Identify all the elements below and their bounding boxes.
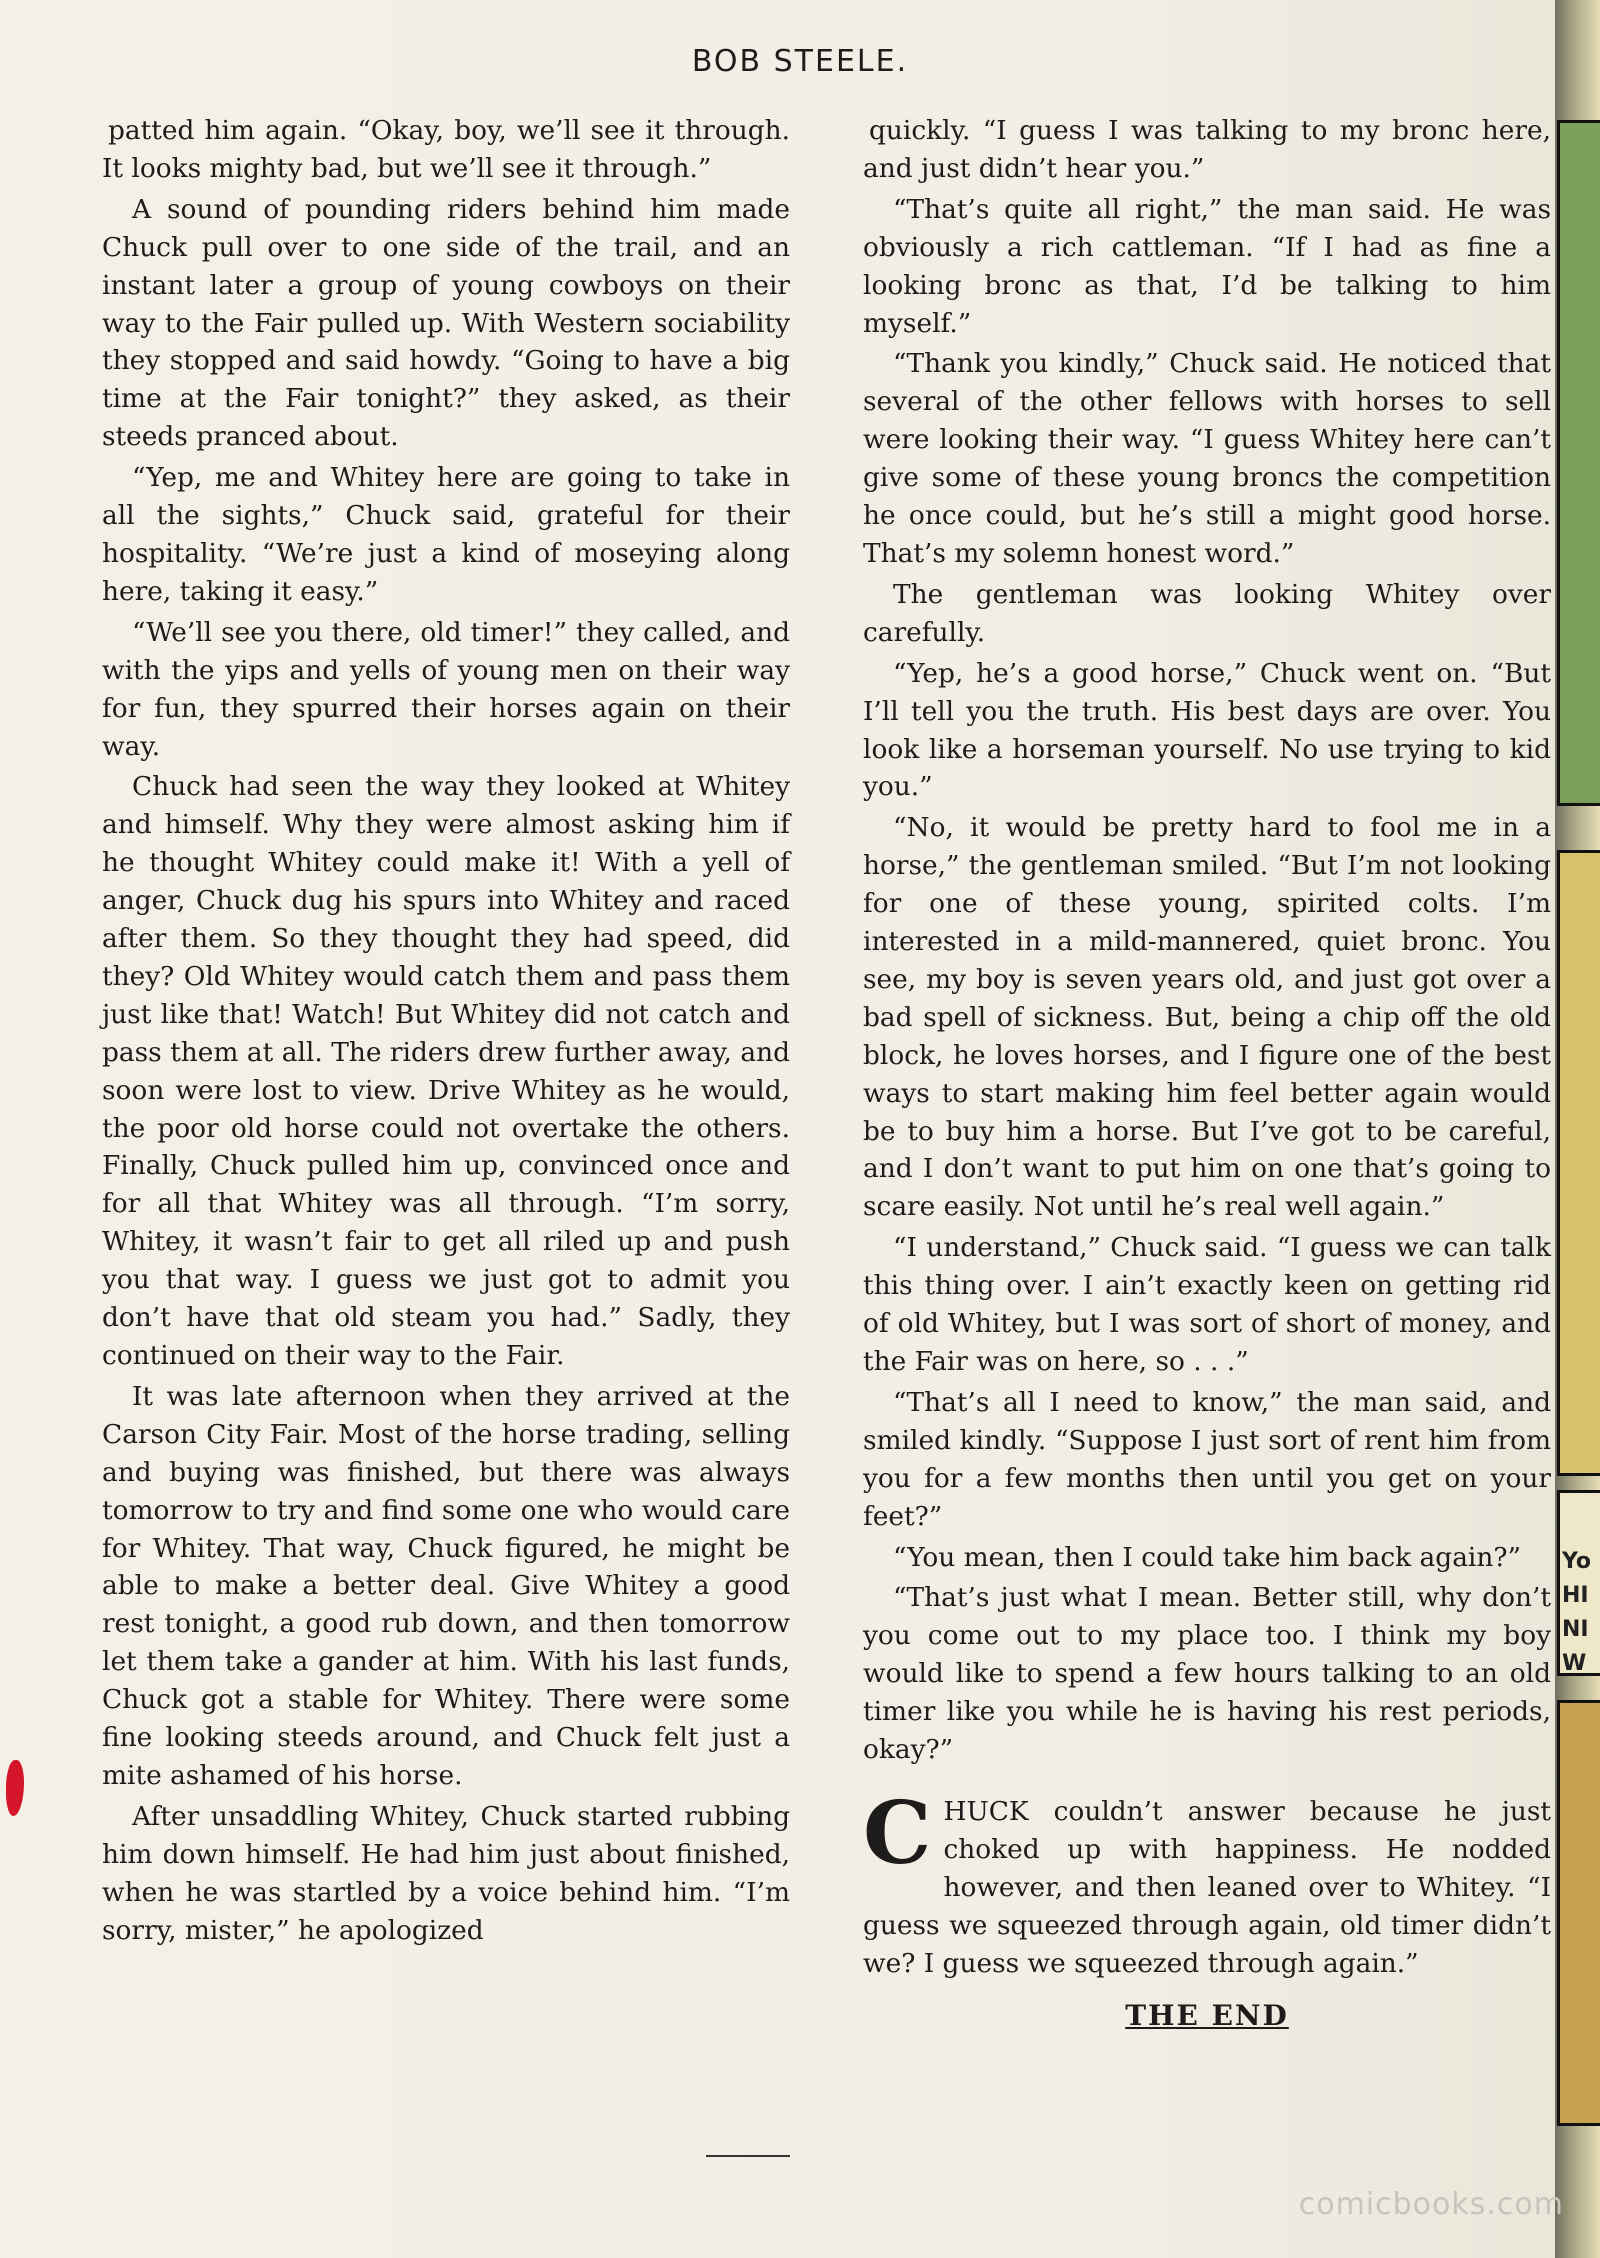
column-end-rule bbox=[706, 2155, 790, 2157]
running-head-title: BOB STEELE. bbox=[691, 44, 909, 79]
story-paragraph: patted him again. “Okay, boy, we’ll see it through. It looks mighty bad, but we’ll see it through.” bbox=[102, 115, 790, 184]
story-paragraph: Chuck had seen the way they looked at Whitey and himself. Why they were almost asking him if he thought Whitey could make it! With a yell of anger, Chuck dug his spurs into Whitey and raced after them. So they thought they had speed, did they? Old Whitey would catch them and pass them just like that! Watch! But Whitey did not catch and pass them at all. The riders drew further away, and soon were lost to view. Drive Whitey as he would, the poor old horse could not overtake the others. Finally, Chuck pulled him up, convinced once and for all that Whitey was all through. “I’m sorry, Whitey, it wasn’t fair to get all riled up and push you that way. I guess we just got to admit you don’t have that old steam you had.” Sadly, they continued on their way to the Fair. bbox=[102, 771, 790, 1371]
edge-letter: Yo bbox=[1562, 1549, 1592, 1574]
story-paragraph: quickly. “I guess I was talking to my bronc here, and just didn’t hear you.” bbox=[863, 115, 1551, 184]
story-paragraph: “Yep, me and Whitey here are going to take in all the sights,” Chuck said, grateful for their hospitality. “We’re just a kind of moseying along here, taking it easy.” bbox=[102, 462, 790, 607]
edge-letter: W bbox=[1562, 1651, 1587, 1676]
story-paragraph: “No, it would be pretty hard to fool me in a horse,” the gentleman smiled. “But I’m not looking for one of these young, spirited colts. I’m interested in a mild-mannered, quiet bronc. You see, my boy is seven years old, and just got over a bad spell of sickness. But, being a chip off the old block, he loves horses, and I figure one of the best ways to start making him feel better again would be to buy him a horse. But I’ve got to be careful, and I don’t want to put him on one that’s going to scare easily. Not until he’s real well again.” bbox=[863, 812, 1551, 1223]
left-text-column bbox=[102, 112, 790, 1953]
final-paragraph bbox=[863, 1782, 1551, 1983]
story-paragraph: “We’ll see you there, old timer!” they called, and with the yips and yells of young men on their way for fun, they spurred their horses again on their way. bbox=[102, 616, 790, 762]
edge-balloon-text bbox=[1562, 1545, 1598, 1681]
comic-panel-fragment bbox=[1557, 120, 1600, 806]
story-paragraph: “Thank you kindly,” Chuck said. He noticed that several of the other fellows with horses to sell were looking their way. “I guess Whitey here can’t give some of these young broncs the competition he once could, but he’s still a might good horse. That’s my solemn honest word.” bbox=[863, 348, 1551, 569]
edge-letter: HI bbox=[1562, 1583, 1589, 1608]
story-paragraph: “You mean, then I could take him back again?” bbox=[893, 1541, 1522, 1573]
edge-letter: NI bbox=[1562, 1617, 1589, 1642]
final-paragraph-text: HUCK couldn’t answer because he just choked up with happiness. He nodded however, and then leaned over to Whitey. “I guess we squeezed through again, old timer didn’t we? I guess we squeezed through again.” bbox=[863, 1795, 1551, 1979]
drop-cap-letter: C bbox=[863, 1782, 932, 1884]
story-paragraph: “Yep, he’s a good horse,” Chuck went on. “But I’ll tell you the truth. His best days are over. You look like a horseman yourself. No use trying to kid you.” bbox=[863, 657, 1551, 803]
right-text-column bbox=[863, 112, 1551, 2034]
adjacent-comic-page-edge bbox=[1555, 0, 1600, 2258]
site-watermark: comicbooks.com bbox=[1298, 2187, 1564, 2222]
the-end-mark: THE END bbox=[1125, 1998, 1289, 2032]
story-paragraph: “That’s all I need to know,” the man said, and smiled kindly. “Suppose I just sort of rent him from you for a few months then until you get on your feet?” bbox=[863, 1386, 1551, 1532]
story-paragraph: After unsaddling Whitey, Chuck started rubbing him down himself. He had him just about finished, when he was startled by a voice behind him. “I’m sorry, mister,” he apologized bbox=[102, 1800, 790, 1946]
story-paragraph: A sound of pounding riders behind him made Chuck pull over to one side of the trail, and an instant later a group of young cowboys on their way to the Fair pulled up. With Western sociability they stopped and said howdy. “Going to have a big time at the Fair tonight?” they asked, as their steeds pranced about. bbox=[102, 193, 790, 453]
comic-panel-fragment bbox=[1557, 850, 1600, 1476]
story-paragraph: “That’s quite all right,” the man said. He was obviously a rich cattleman. “If I had as fine a looking bronc as that, I’d be talking to him myself.” bbox=[863, 193, 1551, 339]
comic-panel-fragment bbox=[1557, 1700, 1600, 2126]
story-paragraph: “I understand,” Chuck said. “I guess we can talk this thing over. I ain’t exactly keen on getting rid of old Whitey, but I was sort of short of money, and the Fair was on here, so . . .” bbox=[863, 1232, 1551, 1377]
story-paragraph: It was late afternoon when they arrived at the Carson City Fair. Most of the horse trading, selling and buying was finished, but there was always tomorrow to try and find some one who would care for Whitey. That way, Chuck figured, he might be able to make a better deal. Give Whitey a good rest tonight, a good rub down, and then tomorrow let them take a gander at him. With his last funds, Chuck got a stable for Whitey. There were some fine looking steeds around, and Chuck felt just a mite ashamed of his horse. bbox=[102, 1380, 790, 1791]
story-paragraph: The gentleman was looking Whitey over carefully. bbox=[863, 578, 1551, 648]
story-paragraph: “That’s just what I mean. Better still, why don’t you come out to my place too. I think my boy would like to spend a few hours talking to an old timer like you while he is having his rest periods, okay?” bbox=[863, 1582, 1551, 1766]
